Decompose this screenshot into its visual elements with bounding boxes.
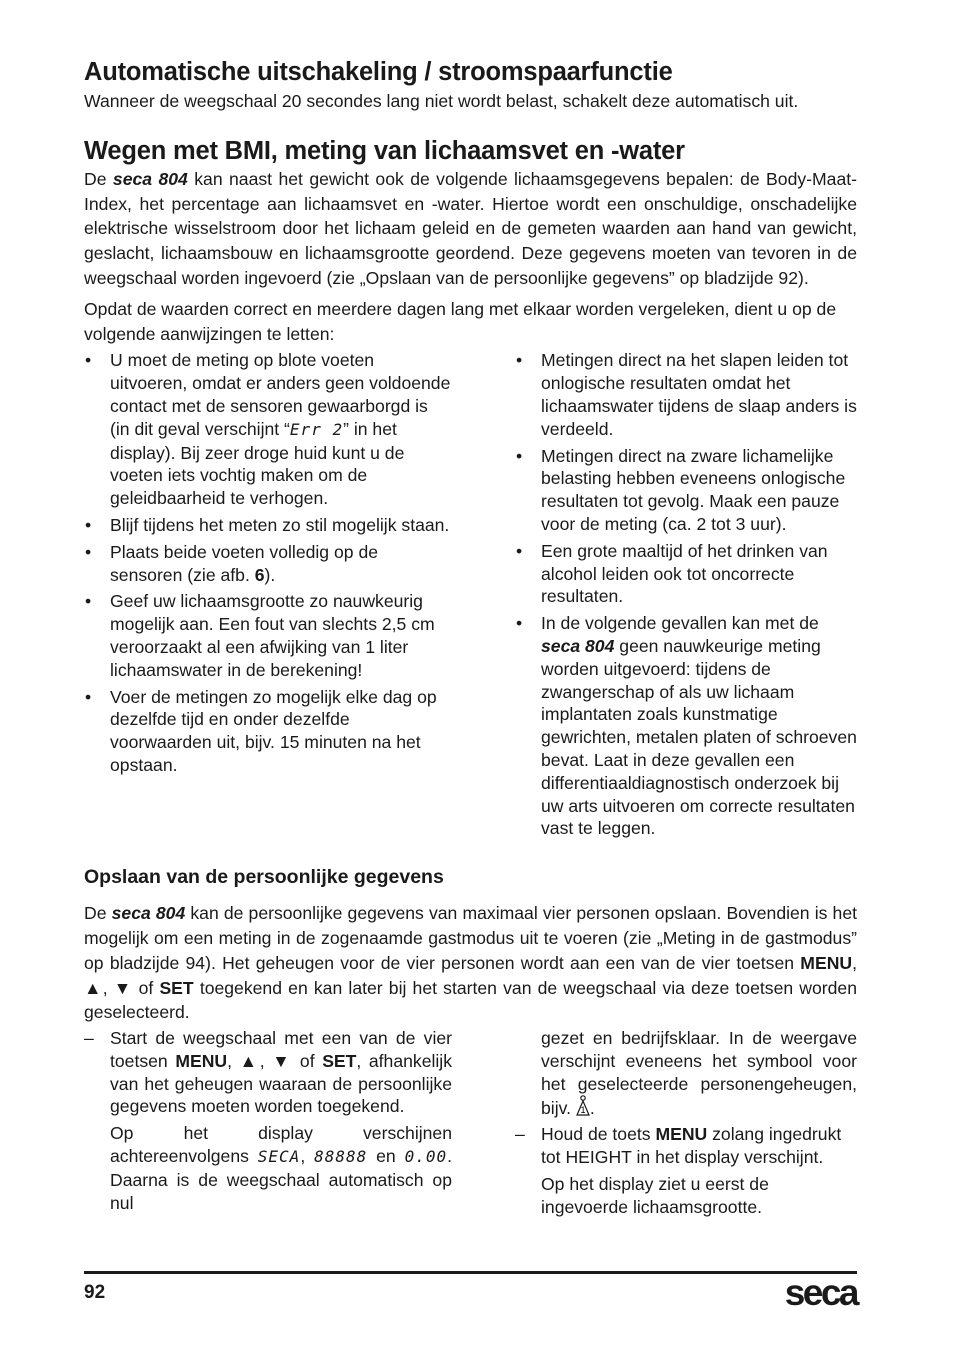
steps-right-list bbox=[515, 1123, 857, 1169]
section-title-personal-data: Opslaan van de persoonlijke gegevens bbox=[84, 866, 444, 889]
bmi-intro: De seca 804 kan naast het gewicht ook de volgende lichaamsgegevens bepalen: de Body-Maat-Index, het percentage aan lichaamsvet en -water. Hiertoe wordt een onschuldige, onschadelijke elektrische wisselstroom door het lichaam geleid en de gemeten waarden aan hand van gewicht, geslacht, lichaamsbouw en lichaamsgrootte geordend. Deze gegevens moeten van tevoren in de weegschaal worden ingevoerd (zie „Opslaan van de persoonlijke gegevens” op bladzijde 92). bbox=[84, 168, 857, 288]
figure-ref: 6 bbox=[254, 564, 265, 585]
list-item: – Houd de toets MENU zolang ingedrukt tot HEIGHT in het display verschijnt. bbox=[515, 1124, 842, 1168]
brand-name: seca 804 bbox=[541, 635, 615, 656]
tips-right-list bbox=[515, 349, 857, 844]
up-arrow-icon: ▲ bbox=[84, 977, 103, 998]
menu-key: MENU bbox=[800, 952, 853, 973]
auto-off-text: Wanneer de weegschaal 20 secondes lang niet wordt belast, schakelt deze automatisch uit. bbox=[84, 91, 799, 111]
footer-divider bbox=[84, 1271, 857, 1274]
menu-key: MENU bbox=[655, 1124, 708, 1145]
page-number: 92 bbox=[84, 1282, 106, 1303]
list-item: • Metingen direct na zware lichamelijke belasting hebben eveneens onlogische resultaten tot gevolg. Maak een pauze voor de meting (ca. 2 tot 3 uur). bbox=[516, 445, 846, 534]
display-88888: 88888 bbox=[314, 1147, 368, 1167]
brand-name: seca 804 bbox=[111, 903, 186, 924]
person-memory-number: 1 bbox=[580, 1105, 586, 1116]
display-seca: SECA bbox=[257, 1147, 301, 1167]
seca-logo: seca bbox=[784, 1272, 857, 1313]
down-arrow-icon: ▼ bbox=[272, 1050, 293, 1071]
list-item: – Start de weegschaal met een van de vier toetsen MENU, ▲, ▼ of SET, afhankelijk van het geheugen waaraan de persoonlijke gegevens moeten worden toegekend. bbox=[84, 1028, 453, 1117]
steps-right-column bbox=[515, 1027, 857, 1218]
list-item: • Blijf tijdens het meten zo stil mogelijk staan. bbox=[85, 514, 450, 535]
height-display-note: Op het display ziet u eerst de ingevoerde lichaamsgrootte. bbox=[541, 1173, 769, 1217]
up-arrow-icon: ▲ bbox=[239, 1050, 260, 1071]
section-title-bmi: Wegen met BMI, meting van lichaamsvet en -water bbox=[84, 136, 685, 165]
page-content bbox=[84, 56, 857, 1218]
steps-left-column bbox=[84, 1027, 452, 1218]
set-key: SET bbox=[159, 977, 194, 998]
set-key: SET bbox=[322, 1050, 357, 1071]
bmi-instructions-intro: Opdat de waarden correct en meerdere dagen lang met elkaar worden vergeleken, dient u op de volgende aanwijzingen te letten: bbox=[84, 298, 837, 344]
error-code-display: Err 2 bbox=[289, 419, 344, 439]
list-item: • Een grote maaltijd of het drinken van alcohol leiden ook tot oncorrecte resultaten. bbox=[516, 540, 828, 607]
personal-data-intro: De seca 804 kan de persoonlijke gegevens van maximaal vier personen opslaan. Bovendien is het mogelijk om een meting in de zogenaamde gastmodus uit te voeren (zie „Meting in de gastmodus” op bladzijde 94). Het geheugen voor de vier personen wordt aan een van de vier toetsen MENU, ▲, ▼ of SET toegekend en kan later bij het starten van de weegschaal via deze toetsen worden geselecteerd. bbox=[84, 903, 857, 1023]
tips-left-list bbox=[84, 349, 452, 844]
list-item: • Geef uw lichaamsgrootte zo nauwkeurig mogelijk aan. Een fout van slechts 2,5 cm veroorzaakt al een afwijking van 1 liter lichaamswater in de berekening! bbox=[85, 591, 435, 680]
bmi-tips-columns bbox=[84, 349, 857, 844]
down-arrow-icon: ▼ bbox=[113, 977, 133, 998]
display-zero: 0.00 bbox=[404, 1147, 448, 1167]
brand-name: seca 804 bbox=[112, 168, 188, 189]
personal-data-steps bbox=[84, 1027, 857, 1218]
display-sequence-note: Op het display verschijnen achtereenvolgens SECA, 88888 en 0.00. Daarna is de weegschaal automatisch op nul bbox=[110, 1123, 452, 1213]
menu-key: MENU bbox=[175, 1050, 228, 1071]
continued-text: gezet en bedrijfsklaar. In de weergave verschijnt eveneens het symbool voor het geselecteerde personengeheugen, bijv. 1 . bbox=[515, 1027, 857, 1123]
list-item: • Plaats beide voeten volledig op de sensoren (zie afb. 6). bbox=[85, 541, 379, 585]
list-item: • In de volgende gevallen kan met de seca 804 geen nauwkeurige meting worden uitgevoerd: tijdens de zwangerschap of als uw lichaam implantaten zoals kunstmatige gewrichten, metalen platen of schroeven bevat. Laat in deze gevallen een differentiaaldiagnostisch onderzoek bij uw arts uitvoeren om correcte resultaten vast te leggen. bbox=[516, 613, 857, 839]
list-item: • Metingen direct na het slapen leiden tot onlogische resultaten omdat het lichaamswater tijdens de slaap anders is verdeeld. bbox=[516, 350, 857, 439]
section-title-auto-off: Automatische uitschakeling / stroomspaarfunctie bbox=[84, 58, 673, 86]
list-item: • Voer de metingen zo mogelijk elke dag op dezelfde tijd en onder dezelfde voorwaarden uit, bijv. 15 minuten na het opstaan. bbox=[85, 686, 437, 775]
person-memory-icon bbox=[576, 1095, 590, 1123]
list-item: • U moet de meting op blote voeten uitvoeren, omdat er anders geen voldoende contact met de sensoren gewaarborgd is (in dit geval verschijnt “Err 2” in het display). Bij zeer droge huid kunt u de voeten iets vochtig maken om de geleidbaarheid te verhogen. bbox=[85, 350, 451, 509]
steps-left-list bbox=[84, 1027, 452, 1118]
